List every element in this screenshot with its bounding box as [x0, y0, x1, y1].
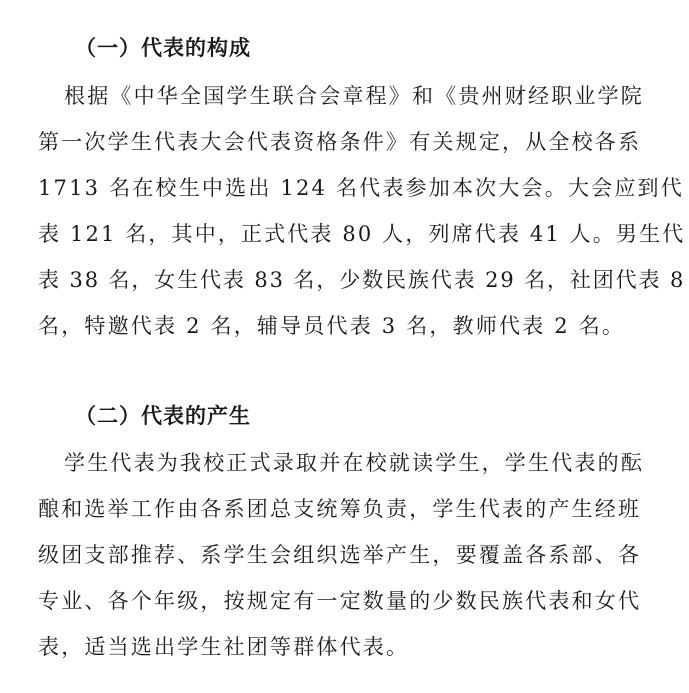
paragraph-line: 第一次学生代表大会代表资格条件》有关规定，从全校各系: [38, 130, 642, 154]
section-heading-composition: （一）代表的构成: [75, 35, 251, 60]
paragraph-line: 专业、各个年级，按规定有一定数量的少数民族代表和女代: [38, 589, 642, 613]
paragraph-line: 酿和选举工作由各系团总支统筹负责，学生代表的产生经班: [38, 497, 642, 521]
paragraph-line: 级团支部推荐、系学生会组织选举产生，要覆盖各系部、各: [38, 543, 642, 567]
paragraph-line: 名，特邀代表 2 名，辅导员代表 3 名，教师代表 2 名。: [38, 314, 626, 338]
paragraph-line: 学生代表为我校正式录取并在校就读学生，学生代表的酝: [64, 451, 644, 475]
paragraph-line: 表，适当选出学生社团等群体代表。: [38, 635, 410, 659]
paragraph-line: 1713 名在校生中选出 124 名代表参加本次大会。大会应到代: [38, 176, 684, 200]
paragraph-line: 根据《中华全国学生联合会章程》和《贵州财经职业学院: [64, 84, 644, 108]
section-heading-generation: （二）代表的产生: [75, 403, 251, 428]
paragraph-line: 表 38 名，女生代表 83 名，少数民族代表 29 名，社团代表 8: [38, 268, 686, 292]
paragraph-line: 表 121 名，其中，正式代表 80 人，列席代表 41 人。男生代: [38, 222, 686, 246]
